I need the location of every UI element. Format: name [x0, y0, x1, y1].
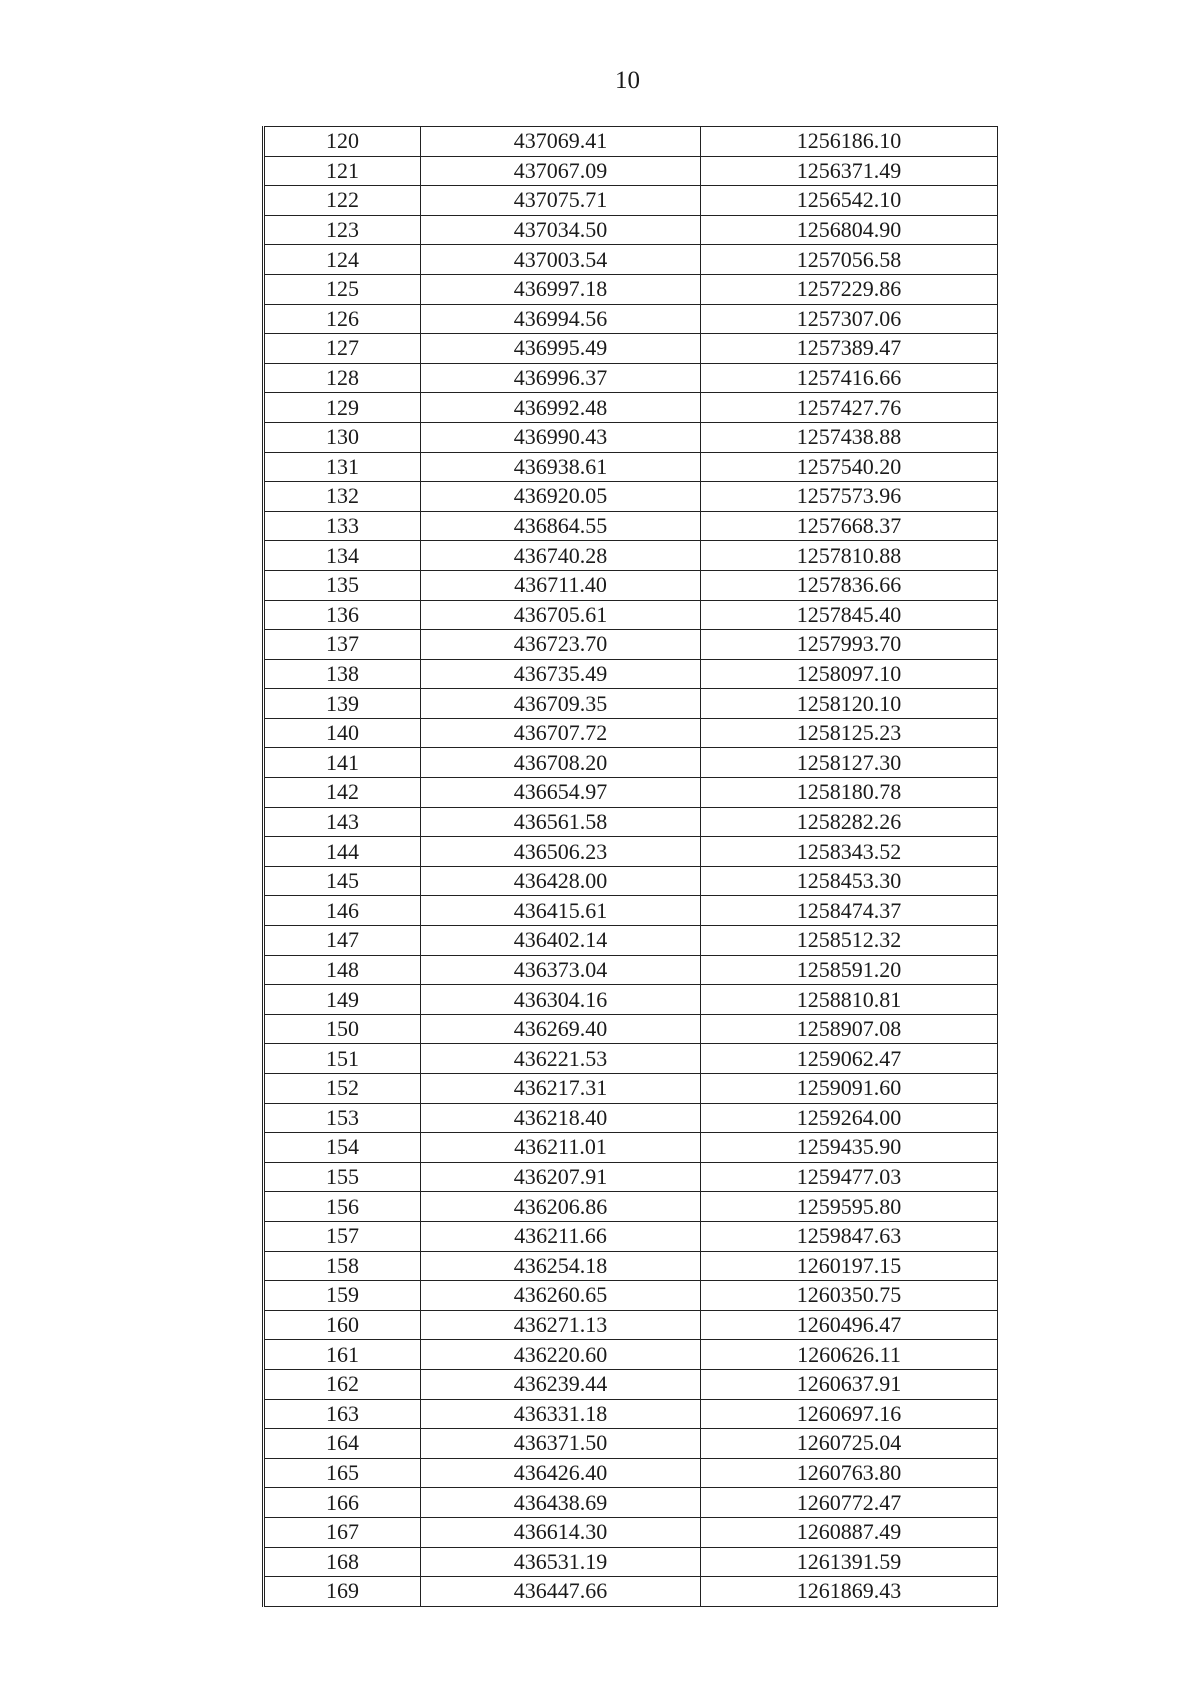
- y-coordinate-cell: 1257845.40: [701, 600, 998, 630]
- x-coordinate-cell: 436218.40: [421, 1103, 701, 1133]
- y-coordinate-cell: 1259264.00: [701, 1103, 998, 1133]
- y-coordinate-cell: 1260697.16: [701, 1399, 998, 1429]
- table-row: [264, 452, 998, 482]
- point-number-cell: 127: [264, 334, 421, 364]
- point-number-cell: 144: [264, 837, 421, 867]
- point-number-cell: 152: [264, 1074, 421, 1104]
- point-number-cell: 138: [264, 659, 421, 689]
- point-number-cell: 125: [264, 274, 421, 304]
- y-coordinate-cell: 1260197.15: [701, 1251, 998, 1281]
- x-coordinate-cell: 436206.86: [421, 1192, 701, 1222]
- table-row: [264, 511, 998, 541]
- x-coordinate-cell: 436447.66: [421, 1577, 701, 1607]
- x-coordinate-cell: 436207.91: [421, 1162, 701, 1192]
- y-coordinate-cell: 1257307.06: [701, 304, 998, 334]
- point-number-cell: 137: [264, 630, 421, 660]
- point-number-cell: 150: [264, 1014, 421, 1044]
- table-row: [264, 807, 998, 837]
- point-number-cell: 142: [264, 778, 421, 808]
- table-row: [264, 156, 998, 186]
- y-coordinate-cell: 1256371.49: [701, 156, 998, 186]
- page-number: 10: [615, 67, 640, 94]
- x-coordinate-cell: 436711.40: [421, 570, 701, 600]
- point-number-cell: 169: [264, 1577, 421, 1607]
- point-number-cell: 140: [264, 718, 421, 748]
- point-number-cell: 166: [264, 1488, 421, 1518]
- table-row: [264, 541, 998, 571]
- y-coordinate-cell: 1260887.49: [701, 1517, 998, 1547]
- x-coordinate-cell: 436707.72: [421, 718, 701, 748]
- y-coordinate-cell: 1257836.66: [701, 570, 998, 600]
- y-coordinate-cell: 1257573.96: [701, 482, 998, 512]
- point-number-cell: 123: [264, 215, 421, 245]
- y-coordinate-cell: 1259477.03: [701, 1162, 998, 1192]
- table-row: [264, 1517, 998, 1547]
- table-row: [264, 274, 998, 304]
- y-coordinate-cell: 1261869.43: [701, 1577, 998, 1607]
- x-coordinate-cell: 436709.35: [421, 689, 701, 719]
- y-coordinate-cell: 1257540.20: [701, 452, 998, 482]
- point-number-cell: 148: [264, 955, 421, 985]
- point-number-cell: 130: [264, 422, 421, 452]
- point-number-cell: 146: [264, 896, 421, 926]
- x-coordinate-cell: 436723.70: [421, 630, 701, 660]
- x-coordinate-cell: 436864.55: [421, 511, 701, 541]
- x-coordinate-cell: 436708.20: [421, 748, 701, 778]
- x-coordinate-cell: 437003.54: [421, 245, 701, 275]
- point-number-cell: 135: [264, 570, 421, 600]
- y-coordinate-cell: 1260637.91: [701, 1369, 998, 1399]
- x-coordinate-cell: 436735.49: [421, 659, 701, 689]
- x-coordinate-cell: 436426.40: [421, 1458, 701, 1488]
- point-number-cell: 151: [264, 1044, 421, 1074]
- y-coordinate-cell: 1256186.10: [701, 127, 998, 157]
- x-coordinate-cell: 436269.40: [421, 1014, 701, 1044]
- y-coordinate-cell: 1258343.52: [701, 837, 998, 867]
- point-number-cell: 129: [264, 393, 421, 423]
- x-coordinate-cell: 436990.43: [421, 422, 701, 452]
- y-coordinate-cell: 1258474.37: [701, 896, 998, 926]
- y-coordinate-cell: 1260350.75: [701, 1281, 998, 1311]
- table-row: [264, 837, 998, 867]
- table-row: [264, 334, 998, 364]
- y-coordinate-cell: 1258810.81: [701, 985, 998, 1015]
- y-coordinate-cell: 1259595.80: [701, 1192, 998, 1222]
- x-coordinate-cell: 436531.19: [421, 1547, 701, 1577]
- table-row: [264, 1192, 998, 1222]
- table-row: [264, 215, 998, 245]
- point-number-cell: 159: [264, 1281, 421, 1311]
- x-coordinate-cell: 436304.16: [421, 985, 701, 1015]
- x-coordinate-cell: 436371.50: [421, 1429, 701, 1459]
- point-number-cell: 157: [264, 1221, 421, 1251]
- x-coordinate-cell: 436260.65: [421, 1281, 701, 1311]
- table-row: [264, 422, 998, 452]
- table-row: [264, 1162, 998, 1192]
- coordinates-table: [262, 126, 998, 1607]
- x-coordinate-cell: 436992.48: [421, 393, 701, 423]
- y-coordinate-cell: 1257416.66: [701, 363, 998, 393]
- x-coordinate-cell: 437069.41: [421, 127, 701, 157]
- point-number-cell: 143: [264, 807, 421, 837]
- x-coordinate-cell: 436438.69: [421, 1488, 701, 1518]
- y-coordinate-cell: 1260772.47: [701, 1488, 998, 1518]
- table-row: [264, 1221, 998, 1251]
- point-number-cell: 145: [264, 866, 421, 896]
- table-row: [264, 1133, 998, 1163]
- y-coordinate-cell: 1257668.37: [701, 511, 998, 541]
- x-coordinate-cell: 436402.14: [421, 926, 701, 956]
- point-number-cell: 161: [264, 1340, 421, 1370]
- x-coordinate-cell: 436920.05: [421, 482, 701, 512]
- table-row: [264, 1577, 998, 1607]
- table-row: [264, 748, 998, 778]
- point-number-cell: 162: [264, 1369, 421, 1399]
- y-coordinate-cell: 1258453.30: [701, 866, 998, 896]
- y-coordinate-cell: 1259435.90: [701, 1133, 998, 1163]
- table-row: [264, 1369, 998, 1399]
- y-coordinate-cell: 1258120.10: [701, 689, 998, 719]
- point-number-cell: 134: [264, 541, 421, 571]
- point-number-cell: 128: [264, 363, 421, 393]
- y-coordinate-cell: 1258125.23: [701, 718, 998, 748]
- y-coordinate-cell: 1256804.90: [701, 215, 998, 245]
- point-number-cell: 124: [264, 245, 421, 275]
- y-coordinate-cell: 1260763.80: [701, 1458, 998, 1488]
- table-row: [264, 1399, 998, 1429]
- point-number-cell: 131: [264, 452, 421, 482]
- x-coordinate-cell: 436506.23: [421, 837, 701, 867]
- x-coordinate-cell: 436614.30: [421, 1517, 701, 1547]
- point-number-cell: 136: [264, 600, 421, 630]
- y-coordinate-cell: 1257389.47: [701, 334, 998, 364]
- x-coordinate-cell: 436938.61: [421, 452, 701, 482]
- coordinates-table-body: [264, 127, 998, 1607]
- point-number-cell: 165: [264, 1458, 421, 1488]
- y-coordinate-cell: 1257056.58: [701, 245, 998, 275]
- y-coordinate-cell: 1258097.10: [701, 659, 998, 689]
- x-coordinate-cell: 436220.60: [421, 1340, 701, 1370]
- x-coordinate-cell: 436221.53: [421, 1044, 701, 1074]
- table-row: [264, 1310, 998, 1340]
- table-row: [264, 1488, 998, 1518]
- x-coordinate-cell: 436373.04: [421, 955, 701, 985]
- x-coordinate-cell: 436254.18: [421, 1251, 701, 1281]
- table-row: [264, 600, 998, 630]
- point-number-cell: 163: [264, 1399, 421, 1429]
- table-row: [264, 570, 998, 600]
- x-coordinate-cell: 436740.28: [421, 541, 701, 571]
- x-coordinate-cell: 436994.56: [421, 304, 701, 334]
- table-row: [264, 1014, 998, 1044]
- point-number-cell: 149: [264, 985, 421, 1015]
- y-coordinate-cell: 1260496.47: [701, 1310, 998, 1340]
- y-coordinate-cell: 1258512.32: [701, 926, 998, 956]
- x-coordinate-cell: 436217.31: [421, 1074, 701, 1104]
- y-coordinate-cell: 1259091.60: [701, 1074, 998, 1104]
- table-row: [264, 1251, 998, 1281]
- table-row: [264, 127, 998, 157]
- table-row: [264, 186, 998, 216]
- x-coordinate-cell: 437067.09: [421, 156, 701, 186]
- y-coordinate-cell: 1257438.88: [701, 422, 998, 452]
- x-coordinate-cell: 437034.50: [421, 215, 701, 245]
- table-row: [264, 866, 998, 896]
- point-number-cell: 141: [264, 748, 421, 778]
- table-row: [264, 1429, 998, 1459]
- table-row: [264, 896, 998, 926]
- x-coordinate-cell: 436995.49: [421, 334, 701, 364]
- point-number-cell: 139: [264, 689, 421, 719]
- point-number-cell: 132: [264, 482, 421, 512]
- x-coordinate-cell: 436705.61: [421, 600, 701, 630]
- point-number-cell: 147: [264, 926, 421, 956]
- table-row: [264, 985, 998, 1015]
- table-row: [264, 926, 998, 956]
- table-row: [264, 304, 998, 334]
- table-row: [264, 1074, 998, 1104]
- point-number-cell: 168: [264, 1547, 421, 1577]
- table-row: [264, 1281, 998, 1311]
- table-row: [264, 1103, 998, 1133]
- x-coordinate-cell: 436239.44: [421, 1369, 701, 1399]
- y-coordinate-cell: 1257427.76: [701, 393, 998, 423]
- point-number-cell: 154: [264, 1133, 421, 1163]
- y-coordinate-cell: 1258127.30: [701, 748, 998, 778]
- point-number-cell: 155: [264, 1162, 421, 1192]
- x-coordinate-cell: 437075.71: [421, 186, 701, 216]
- table-row: [264, 630, 998, 660]
- y-coordinate-cell: 1257993.70: [701, 630, 998, 660]
- table-row: [264, 482, 998, 512]
- y-coordinate-cell: 1259062.47: [701, 1044, 998, 1074]
- x-coordinate-cell: 436996.37: [421, 363, 701, 393]
- table-row: [264, 718, 998, 748]
- x-coordinate-cell: 436331.18: [421, 1399, 701, 1429]
- y-coordinate-cell: 1257229.86: [701, 274, 998, 304]
- x-coordinate-cell: 436997.18: [421, 274, 701, 304]
- x-coordinate-cell: 436428.00: [421, 866, 701, 896]
- point-number-cell: 121: [264, 156, 421, 186]
- point-number-cell: 120: [264, 127, 421, 157]
- point-number-cell: 164: [264, 1429, 421, 1459]
- table-row: [264, 778, 998, 808]
- table-row: [264, 1547, 998, 1577]
- point-number-cell: 133: [264, 511, 421, 541]
- table-row: [264, 1044, 998, 1074]
- table-row: [264, 1458, 998, 1488]
- x-coordinate-cell: 436415.61: [421, 896, 701, 926]
- point-number-cell: 167: [264, 1517, 421, 1547]
- point-number-cell: 122: [264, 186, 421, 216]
- x-coordinate-cell: 436271.13: [421, 1310, 701, 1340]
- point-number-cell: 160: [264, 1310, 421, 1340]
- x-coordinate-cell: 436211.01: [421, 1133, 701, 1163]
- table-row: [264, 393, 998, 423]
- y-coordinate-cell: 1260725.04: [701, 1429, 998, 1459]
- x-coordinate-cell: 436211.66: [421, 1221, 701, 1251]
- y-coordinate-cell: 1258591.20: [701, 955, 998, 985]
- y-coordinate-cell: 1256542.10: [701, 186, 998, 216]
- point-number-cell: 153: [264, 1103, 421, 1133]
- point-number-cell: 156: [264, 1192, 421, 1222]
- table-row: [264, 955, 998, 985]
- table-row: [264, 245, 998, 275]
- y-coordinate-cell: 1259847.63: [701, 1221, 998, 1251]
- x-coordinate-cell: 436654.97: [421, 778, 701, 808]
- y-coordinate-cell: 1260626.11: [701, 1340, 998, 1370]
- table-row: [264, 1340, 998, 1370]
- table-row: [264, 363, 998, 393]
- y-coordinate-cell: 1258180.78: [701, 778, 998, 808]
- y-coordinate-cell: 1257810.88: [701, 541, 998, 571]
- y-coordinate-cell: 1258907.08: [701, 1014, 998, 1044]
- table-row: [264, 689, 998, 719]
- table-row: [264, 659, 998, 689]
- point-number-cell: 126: [264, 304, 421, 334]
- point-number-cell: 158: [264, 1251, 421, 1281]
- y-coordinate-cell: 1258282.26: [701, 807, 998, 837]
- y-coordinate-cell: 1261391.59: [701, 1547, 998, 1577]
- x-coordinate-cell: 436561.58: [421, 807, 701, 837]
